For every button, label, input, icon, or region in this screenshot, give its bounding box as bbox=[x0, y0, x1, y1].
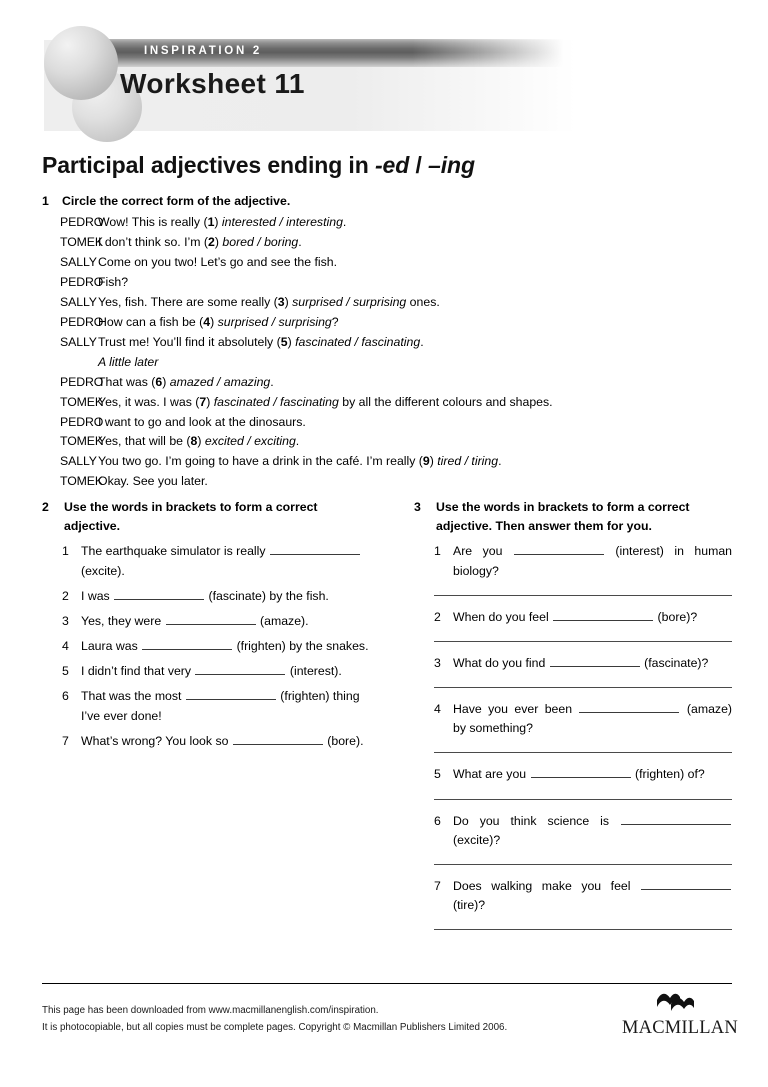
dialogue-speaker: TOMEK bbox=[60, 434, 104, 449]
exercise-3-question bbox=[414, 765, 732, 784]
exercise-3-question-list bbox=[414, 542, 732, 930]
dialogue-line: Wow! This is really (1) interested / interesting. bbox=[98, 215, 347, 230]
question-number: 6 bbox=[434, 813, 441, 828]
exercise-2-question bbox=[42, 662, 372, 681]
dialogue-line: Yes, that will be (8) excited / exciting. bbox=[98, 434, 300, 449]
question-number: 5 bbox=[434, 767, 441, 782]
exercise-2-question bbox=[42, 587, 372, 606]
dialogue-speaker: PEDRO bbox=[60, 314, 104, 329]
footer-line-2: It is photocopiable, but all copies must be complete pages. Copyright © Macmillan Publishers Limited 2006. bbox=[42, 1022, 508, 1034]
macmillan-logo bbox=[622, 991, 738, 1039]
dialogue-speaker: PEDRO bbox=[60, 414, 104, 429]
dialogue-row bbox=[42, 413, 732, 433]
exercise-3 bbox=[414, 498, 732, 942]
dialogue-line: You two go. I’m going to have a drink in the café. I’m really (9) tired / tiring. bbox=[98, 454, 502, 469]
page-title-suffix-ing: –ing bbox=[428, 152, 475, 178]
exercise-2-question bbox=[42, 687, 372, 725]
answer-write-in-line[interactable] bbox=[434, 687, 732, 688]
footer-divider bbox=[42, 983, 732, 984]
dialogue-row bbox=[42, 333, 732, 353]
dialogue-speaker: PEDRO bbox=[60, 215, 104, 230]
macmillan-mark-icon bbox=[655, 991, 699, 1017]
dialogue-row bbox=[42, 213, 732, 233]
exercise-1-heading bbox=[42, 193, 732, 210]
exercise-1-instruction: Circle the correct form of the adjective. bbox=[62, 194, 291, 208]
dialogue-line: I want to go and look at the dinosaurs. bbox=[98, 414, 306, 429]
dialogue-speaker: SALLY bbox=[60, 255, 97, 270]
dialogue-speaker: PEDRO bbox=[60, 275, 104, 290]
dialogue-speaker: TOMEK bbox=[60, 394, 104, 409]
series-label: INSPIRATION 2 bbox=[144, 45, 262, 57]
dialogue-row bbox=[42, 373, 732, 393]
dialogue-speaker: TOMEK bbox=[60, 235, 104, 250]
dialogue-row bbox=[42, 432, 732, 452]
dialogue-line: How can a fish be (4) surprised / surprising? bbox=[98, 314, 339, 329]
dialogue-line: Okay. See you later. bbox=[98, 474, 208, 489]
question-number: 1 bbox=[62, 544, 69, 559]
exercise-3-heading bbox=[414, 498, 732, 535]
exercise-2-question bbox=[42, 637, 372, 656]
question-text[interactable]: Laura was (frighten) by the snakes. bbox=[81, 639, 369, 654]
dialogue-speaker: PEDRO bbox=[60, 374, 104, 389]
page-title bbox=[42, 152, 475, 179]
question-number: 4 bbox=[434, 702, 441, 717]
answer-write-in-line[interactable] bbox=[434, 752, 732, 753]
answer-write-in-line[interactable] bbox=[434, 595, 732, 596]
exercise-3-question bbox=[414, 654, 732, 673]
dialogue-speaker bbox=[42, 353, 98, 373]
dialogue-row bbox=[42, 472, 732, 492]
question-text[interactable]: Yes, they were (amaze). bbox=[81, 613, 309, 628]
dialogue-list bbox=[42, 213, 732, 492]
question-number: 4 bbox=[62, 639, 69, 654]
exercise-3-question bbox=[414, 542, 732, 580]
dialogue-row bbox=[42, 233, 732, 253]
exercise-2-instruction: Use the words in brackets to form a correct adjective. bbox=[64, 500, 318, 533]
answer-write-in-line[interactable] bbox=[434, 929, 732, 930]
dialogue-line: Trust me! You’ll find it absolutely (5) fascinated / fascinating. bbox=[98, 334, 424, 349]
dialogue-line: That was (6) amazed / amazing. bbox=[98, 374, 274, 389]
page-title-lead: Participal adjectives ending in bbox=[42, 152, 375, 178]
dialogue-row bbox=[42, 273, 732, 293]
question-number: 7 bbox=[62, 733, 69, 748]
exercise-2-question bbox=[42, 612, 372, 631]
page-header-banner bbox=[44, 26, 604, 131]
dialogue-line: Come on you two! Let’s go and see the fish. bbox=[98, 255, 338, 270]
dialogue-row bbox=[42, 293, 732, 313]
exercise-3-instruction: Use the words in brackets to form a correct adjective. Then answer them for you. bbox=[436, 500, 690, 533]
question-number: 2 bbox=[434, 609, 441, 624]
page-title-suffix-ed: -ed bbox=[374, 152, 410, 178]
exercise-1 bbox=[42, 193, 732, 492]
question-text[interactable]: When do you feel (bore)? bbox=[453, 609, 698, 624]
exercise-2-question-list bbox=[42, 542, 372, 751]
exercise-2-question bbox=[42, 732, 372, 751]
question-text[interactable]: Have you ever been (amaze) by something? bbox=[453, 702, 732, 736]
dialogue-speaker: SALLY bbox=[60, 334, 97, 349]
dialogue-row bbox=[42, 452, 732, 472]
dialogue-line: Yes, fish. There are some really (3) surprised / surprising ones. bbox=[98, 295, 440, 310]
exercise-3-question bbox=[414, 877, 732, 915]
question-text[interactable]: I was (fascinate) by the fish. bbox=[81, 588, 329, 603]
dialogue-line: I don’t think so. I’m (2) bored / boring. bbox=[98, 235, 302, 250]
question-text[interactable]: What do you find (fascinate)? bbox=[453, 655, 709, 670]
exercise-3-number: 3 bbox=[414, 500, 421, 514]
question-text[interactable]: The earthquake simulator is really (excite). bbox=[81, 542, 372, 580]
exercise-3-question bbox=[414, 700, 732, 738]
question-number: 7 bbox=[434, 878, 441, 893]
dialogue-speaker: SALLY bbox=[60, 295, 97, 310]
decorative-circle-upper bbox=[44, 26, 118, 100]
macmillan-wordmark: MACMILLAN bbox=[622, 1018, 738, 1038]
question-text[interactable]: That was the most (frighten) thing I’ve ever done! bbox=[81, 689, 360, 723]
footer-copyright bbox=[42, 1002, 507, 1036]
worksheet-title: Worksheet 11 bbox=[120, 68, 305, 99]
dialogue-row bbox=[42, 393, 732, 413]
question-number: 3 bbox=[434, 655, 441, 670]
exercise-1-number: 1 bbox=[42, 194, 49, 208]
dialogue-speaker: TOMEK bbox=[60, 474, 104, 489]
dialogue-row bbox=[42, 313, 732, 333]
dialogue-row bbox=[42, 353, 732, 373]
page-title-separator: / bbox=[409, 152, 429, 178]
question-number: 6 bbox=[62, 689, 69, 704]
question-number: 5 bbox=[62, 664, 69, 679]
dialogue-stage-direction: A little later bbox=[98, 354, 159, 369]
question-number: 1 bbox=[434, 544, 441, 559]
footer-line-1: This page has been downloaded from www.macmillanenglish.com/inspiration. bbox=[42, 1005, 379, 1016]
answer-write-in-line[interactable] bbox=[434, 864, 732, 865]
exercise-2-heading bbox=[42, 498, 372, 535]
exercise-3-question bbox=[414, 608, 732, 627]
question-text[interactable]: What are you (frighten) of? bbox=[453, 767, 705, 782]
exercise-2-question bbox=[42, 542, 372, 580]
question-text[interactable]: Are you (interest) in human biology? bbox=[453, 544, 733, 578]
question-text[interactable]: I didn’t find that very (interest). bbox=[81, 664, 342, 679]
answer-write-in-line[interactable] bbox=[434, 641, 732, 642]
answer-write-in-line[interactable] bbox=[434, 799, 732, 800]
question-number: 3 bbox=[62, 613, 69, 628]
question-text[interactable]: Does walking make you feel (tire)? bbox=[453, 877, 732, 915]
dialogue-row bbox=[42, 253, 732, 273]
question-text[interactable]: Do you think science is (excite)? bbox=[453, 812, 732, 850]
question-text[interactable]: What’s wrong? You look so (bore). bbox=[81, 733, 364, 748]
dialogue-line: Fish? bbox=[98, 275, 129, 290]
exercise-2 bbox=[42, 498, 372, 757]
dialogue-speaker: SALLY bbox=[60, 454, 97, 469]
exercise-2-number: 2 bbox=[42, 500, 49, 514]
question-number: 2 bbox=[62, 588, 69, 603]
dialogue-line: Yes, it was. I was (7) fascinated / fascinating by all the different colours and shapes. bbox=[98, 394, 553, 409]
exercise-3-question bbox=[414, 812, 732, 850]
